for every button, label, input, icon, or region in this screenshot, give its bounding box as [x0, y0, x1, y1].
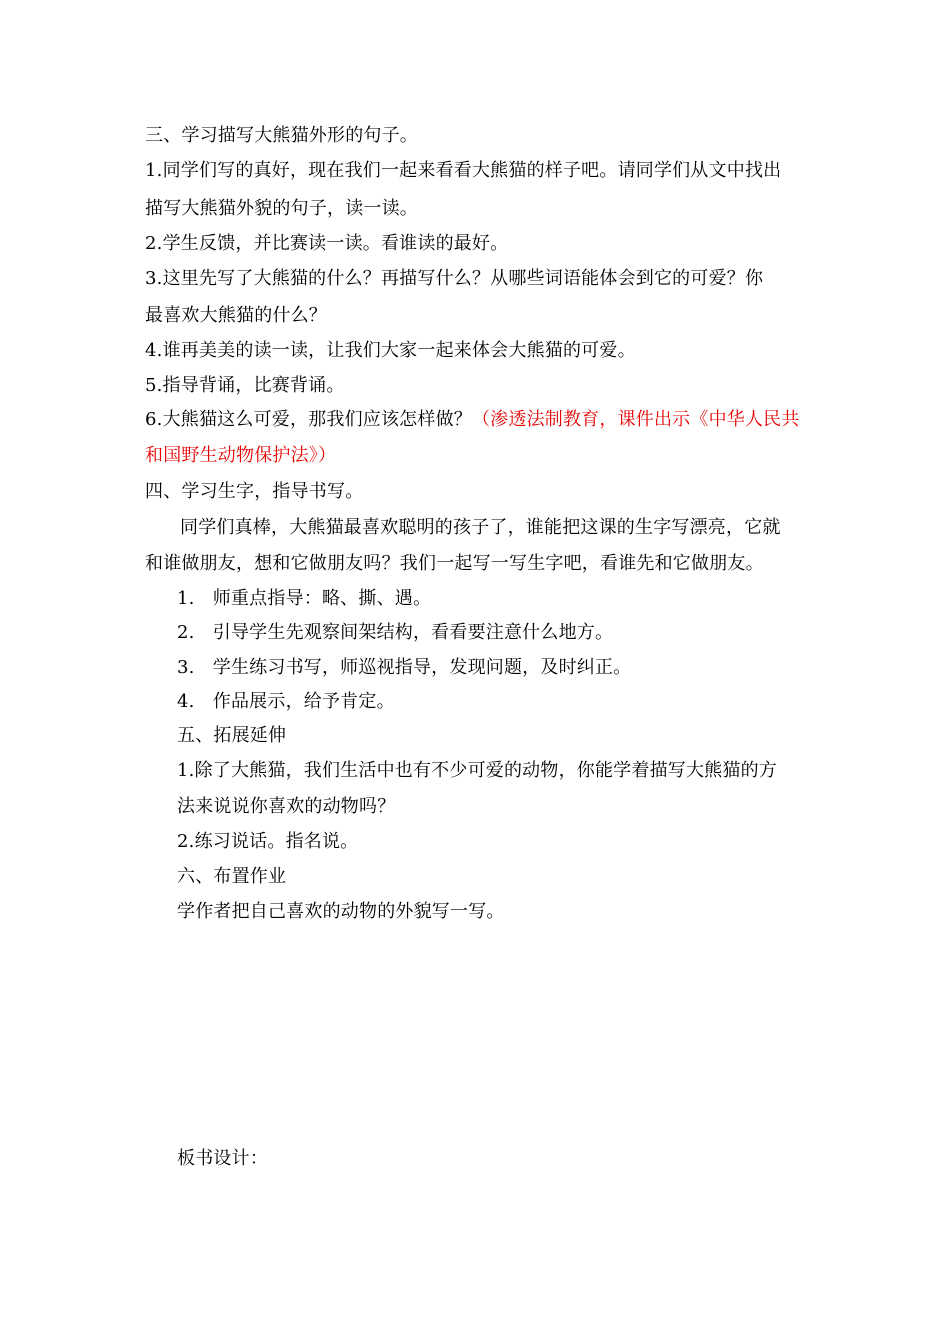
- section5-heading: 五、拓展延伸: [177, 725, 287, 746]
- section4-paragraph-line1: 同学们真棒，大熊猫最喜欢聪明的孩子了，谁能把这课的生字写漂亮，它就: [180, 517, 781, 538]
- section3-heading: 三、学习描写大熊猫外形的句子。: [145, 125, 418, 146]
- section3-item2: 2.学生反馈，并比赛读一读。看谁读的最好。: [145, 233, 509, 254]
- section4-step-4: 4. 作品展示，给予肯定。: [177, 691, 395, 712]
- section5-item1-line1: 1.除了大熊猫，我们生活中也有不少可爱的动物，你能学着描写大熊猫的方: [177, 760, 777, 781]
- section4-step-3: 3. 学生练习书写，师巡视指导，发现问题，及时纠正。: [177, 657, 632, 678]
- section4-step-2: 2. 引导学生先观察间架结构，看看要注意什么地方。: [177, 622, 614, 643]
- section5-item2: 2.练习说话。指名说。: [177, 831, 359, 852]
- section4-heading: 四、学习生字，指导书写。: [145, 481, 364, 502]
- section5-item1-line2: 法来说说你喜欢的动物吗？: [177, 796, 396, 817]
- law-education-note: （渗透法制教育，课件出示《中华人民共: [471, 409, 800, 430]
- law-education-note-cont: 和国野生动物保护法》）: [145, 445, 337, 466]
- section3-item3-line2: 最喜欢大熊猫的什么？: [145, 305, 327, 326]
- section3-item1-line2: 描写大熊猫外貌的句子，读一读。: [145, 198, 418, 219]
- section3-item3-line1: 3.这里先写了大熊猫的什么？再描写什么？从哪些词语能体会到它的可爱？你: [145, 268, 764, 289]
- section4-step-1: 1. 师重点指导：略、撕、遇。: [177, 588, 432, 609]
- section6-heading: 六、布置作业: [177, 866, 287, 887]
- section3-item6-text: 6.大熊猫这么可爱，那我们应该怎样做？: [145, 409, 472, 430]
- section4-paragraph-line2: 和谁做朋友，想和它做朋友吗？我们一起写一写生字吧，看谁先和它做朋友。: [145, 553, 764, 574]
- section6-text: 学作者把自己喜欢的动物的外貌写一写。: [177, 901, 505, 922]
- board-design-label: 板书设计：: [177, 1148, 268, 1169]
- section3-item4: 4.谁再美美的读一读，让我们大家一起来体会大熊猫的可爱。: [145, 340, 636, 361]
- section3-item1-line1: 1.同学们写的真好，现在我们一起来看看大熊猫的样子吧。请同学们从文中找出: [145, 160, 782, 181]
- section3-item5: 5.指导背诵，比赛背诵。: [145, 375, 345, 396]
- section3-item6-line1: [145, 408, 800, 432]
